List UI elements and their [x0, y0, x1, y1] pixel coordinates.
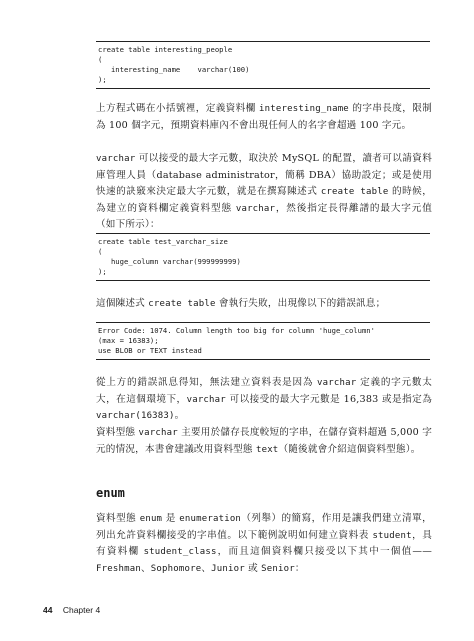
inline-code: enum	[139, 514, 163, 524]
text-run: 的時候，為建立的資料欄定義資料型態	[96, 186, 432, 214]
text-run: ，然後指定長得離譜的最大字元值（如下所示）：	[96, 202, 432, 231]
text-run: 資料型態	[96, 427, 139, 438]
paragraph-enum-description	[96, 511, 432, 577]
code-line: create table interesting_people	[98, 45, 233, 54]
text-run: ：	[294, 562, 305, 574]
text-run: 資料型態	[96, 513, 140, 524]
text-run: 。	[174, 410, 185, 422]
inline-code: create table	[148, 299, 216, 309]
paragraph-error-explanation	[96, 375, 432, 425]
inline-code: Senior	[261, 563, 295, 574]
paragraph-varchar-limit	[96, 151, 432, 234]
page-number: 44	[43, 605, 53, 615]
text-run: 、	[140, 562, 151, 574]
inline-code: varchar	[186, 394, 226, 405]
inline-code: enumeration	[179, 514, 242, 524]
text-run: 是	[162, 513, 180, 524]
inline-code: student_class	[143, 547, 217, 558]
code-block-create-interesting-people	[96, 41, 430, 89]
text-run: （列舉）的簡寫，作用是讓我們建立清單，列出允許資料欄接受的字串值。以下範例說明如何建立資料表	[96, 513, 432, 541]
code-block-error-message	[96, 322, 430, 360]
code-block-test-varchar-size	[96, 233, 430, 281]
code-line: );	[98, 267, 107, 276]
code-line: (	[98, 247, 103, 256]
inline-code: student	[372, 530, 412, 541]
code-line: create table test_varchar_size	[98, 237, 228, 246]
code-line: interesting_name varchar(100)	[98, 65, 250, 74]
code-line: (max = 16383);	[98, 336, 159, 345]
paragraph-interesting-name	[96, 101, 432, 134]
inline-code: text	[255, 444, 279, 455]
text-run: 的字串長度，限制為 100 個字元，預期資料庫內不會出現任何人的名字會超過 100 字元。	[96, 103, 432, 131]
inline-code: varchar	[235, 203, 276, 214]
chapter-label: Chapter 4	[62, 605, 101, 615]
text-run: 、	[201, 562, 212, 574]
inline-code: varchar(16383)	[96, 411, 175, 422]
text-run: 上方程式碼在小括號裡，定義資料欄	[96, 103, 260, 114]
text-run: 這個陳述式	[96, 298, 149, 309]
inline-code: varchar	[138, 428, 178, 438]
text-run: 主要用於儲存長度較短的字串，在儲存資料超過 5,000 字元的情況，本書會建議改用資料型態	[96, 427, 432, 455]
code-line: huge_column varchar(999999999)	[98, 257, 241, 266]
text-run: 定義的字元數太大，在這個環境下，	[96, 377, 432, 405]
inline-code: varchar	[317, 378, 357, 388]
text-run: （隨後就會介紹這個資料型態）。	[278, 443, 421, 455]
text-run: 可以接受的最大字元數，取決於 MySQL 的配置，讀者可以請資料庫管理人員（database administrator，簡稱 DBA）協助設定；或是使用快速的訣竅來決定最大字元數，就是在撰寫陳述式	[96, 153, 432, 198]
code-line: (	[98, 55, 103, 64]
section-heading-enum: enum	[96, 486, 125, 500]
text-run: 從上方的錯誤訊息得知，無法建立資料表是因為	[96, 377, 317, 388]
inline-code: create table	[320, 187, 389, 198]
inline-code: Sophomore	[150, 563, 202, 574]
text-run: 或	[244, 562, 262, 574]
text-run: ，而且這個資料欄只接受以下其中一個值——	[216, 546, 432, 558]
inline-code: Freshman	[96, 563, 141, 574]
text-run: 可以接受的最大字元數是 16,383 或是指定為	[225, 393, 432, 405]
paragraph-statement-fails	[96, 296, 432, 313]
inline-code: varchar	[96, 154, 136, 164]
text-run: 會執行失敗，出現像以下的錯誤訊息；	[215, 298, 386, 309]
inline-code: interesting_name	[259, 104, 349, 114]
inline-code: Junior	[211, 563, 245, 574]
code-line: use BLOB or TEXT instead	[98, 346, 202, 355]
code-line: );	[98, 75, 107, 84]
code-line: Error Code: 1074. Column length too big for column 'huge_column'	[98, 326, 375, 335]
text-run: ，具有資料欄	[96, 529, 432, 558]
page-footer	[43, 605, 100, 615]
paragraph-varchar-usage	[96, 425, 432, 458]
